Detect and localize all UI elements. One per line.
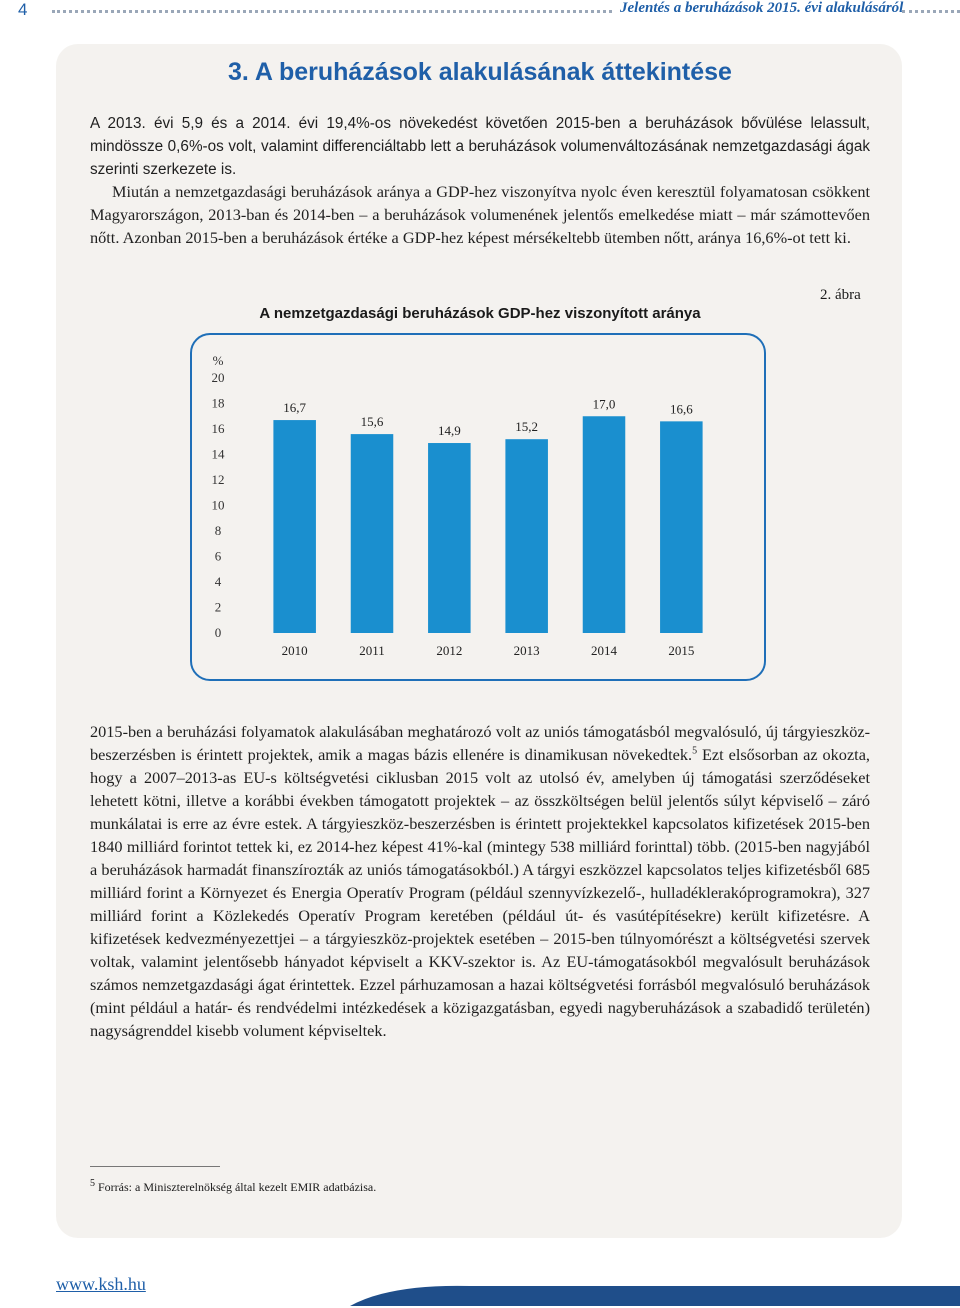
bar: [660, 421, 703, 633]
y-tick-label: 10: [211, 497, 225, 513]
x-tick-label: 2015: [668, 643, 695, 658]
y-tick-label: 20: [211, 370, 225, 385]
x-tick-label: 2013: [513, 643, 540, 658]
footer-link-ksh[interactable]: www.ksh.hu: [56, 1274, 146, 1294]
y-tick-label: 8: [214, 523, 222, 538]
footnote: [90, 1180, 376, 1195]
running-title: Jelentés a beruházások 2015. évi alakulásáról: [620, 0, 904, 16]
y-tick-label: 4: [214, 574, 222, 589]
bar: [351, 434, 394, 633]
paragraph-intro: A 2013. évi 5,9 és a 2014. évi 19,4%-os növekedést követően 2015-ben a beruházások bővülése lelassult, mindössze 0,6%-os volt, valamint differenciáltabb lett a beruházások volumenváltozásának nemzetgazdasági ágak szerinti szerkezete is.: [90, 115, 870, 178]
bar: [273, 420, 316, 633]
paragraph-eu-funds-part2: Ezt elsősorban az okozta, hogy a 2007–2013-as EU-s költségvetési ciklusban 2015 volt az utolsó év, amelyben új támogatási szerződéseket lehetett kötni, illetve a korábbi években támogatott projektek – az összköltségen belül jelentős súlyt képviselő – záró munkálatai is erre az évre estek. A tárgyieszköz-beszerzésben is érintett projektekkel kapcsolatos kifizetések 2015-ben 1840 milliárd forintot tettek ki, ez 2014-hez képest 41%-kal (mintegy 538 milliárd forinttal) több. (2015-ben nagyjából a beruházások harmadát finanszírozták az uniós támogatásokból.) A tárgyi eszközzel kapcsolatos teljes kifizetésből 685 milliárd forint a Környezet és Energia Operatív Program (például szennyvízkezelő-, hulladéklerakóprogramokra), 327 milliárd forint a Közlekedés Operatív Program keretében (például út- és vasútépítésekre) került kifizetésre. A kifizetések kedvezményezettjei – a tárgyieszköz-projektek esetében – 2015-ben túlnyomórészt a költségvetési szervek voltak, valamint jelentősebb hányadot képviselt a KKV-szektor is. Az EU-támogatásokból megvalósult beruházások számos nemzetgazdasági ágat érintettek. Ezzel párhuzamosan a hazai költségvetési forrásból megvalósuló beruházások (mint például a határ- és rendvédelmi intézkedések a közigazgatásban, egyedi nagyberuházások a szabadidő területén) nagyságrenddel kisebb volument képviseltek.: [90, 745, 870, 1040]
bar-value-label: 17,0: [592, 396, 616, 412]
bar: [428, 443, 471, 633]
bar-value-label: 15,6: [360, 414, 384, 430]
y-tick-label: 16: [211, 421, 225, 436]
y-tick-label: 12: [211, 472, 225, 487]
bar-chart: [190, 333, 766, 681]
footnote-divider: [90, 1166, 220, 1167]
header-dotted-rule: [52, 10, 612, 13]
bar: [583, 416, 626, 633]
bar-value-label: 16,7: [283, 400, 307, 416]
x-tick-label: 2010: [281, 643, 308, 658]
footnote-marker: 5: [90, 1178, 95, 1189]
bar-value-label: 16,6: [669, 401, 693, 417]
y-tick-label: 0: [214, 625, 222, 640]
bar-value-label: 15,2: [515, 419, 539, 435]
y-tick-label: 2: [214, 599, 222, 615]
x-tick-label: 2012: [436, 643, 463, 658]
page-number: 4: [18, 0, 28, 19]
y-tick-label: 6: [214, 548, 222, 564]
x-tick-label: 2011: [359, 643, 385, 658]
paragraph-eu-funds-part1: 2015-ben a beruházási folyamatok alakulásában meghatározó volt az uniós támogatásból megvalósuló, új tárgyieszköz-beszerzésben is érintett projektek, amik a magas bázis ellenére is dinamikusan növekedtek.: [90, 722, 870, 764]
section-heading: 3. A beruházások alakulásának áttekintése: [228, 58, 732, 86]
bar-value-label: 14,9: [437, 423, 461, 439]
y-axis-unit: %: [212, 353, 224, 368]
paragraph-gdp-ratio: Miután a nemzetgazdasági beruházások aránya a GDP-hez viszonyítva nyolc éven keresztül folyamatosan csökkent Magyarországon, 2013-ban és 2014-ben – a beruházások volumenének jelentős emelkedése miatt – már számottevően nőtt. Azonban 2015-ben a beruházások értéke a GDP-hez képest mérsékeltebb ütemben nőtt, aránya 16,6%-ot tett ki.: [90, 182, 870, 247]
y-tick-label: 18: [211, 395, 225, 411]
bar: [505, 439, 548, 633]
chart-title: A nemzetgazdasági beruházások GDP-hez viszonyított aránya: [259, 305, 701, 322]
footnote-reference: 5: [692, 745, 698, 757]
paragraph-eu-funds: [90, 720, 870, 1042]
footnote-text: Forrás: a Miniszterelnökség által kezelt EMIR adatbázisa.: [98, 1180, 377, 1194]
x-tick-label: 2014: [591, 643, 617, 658]
header-dotted-rule-right: [902, 10, 960, 13]
figure-number: 2. ábra: [820, 287, 861, 303]
footer-decorative-bar: [350, 1284, 960, 1306]
y-tick-label: 14: [211, 446, 225, 462]
